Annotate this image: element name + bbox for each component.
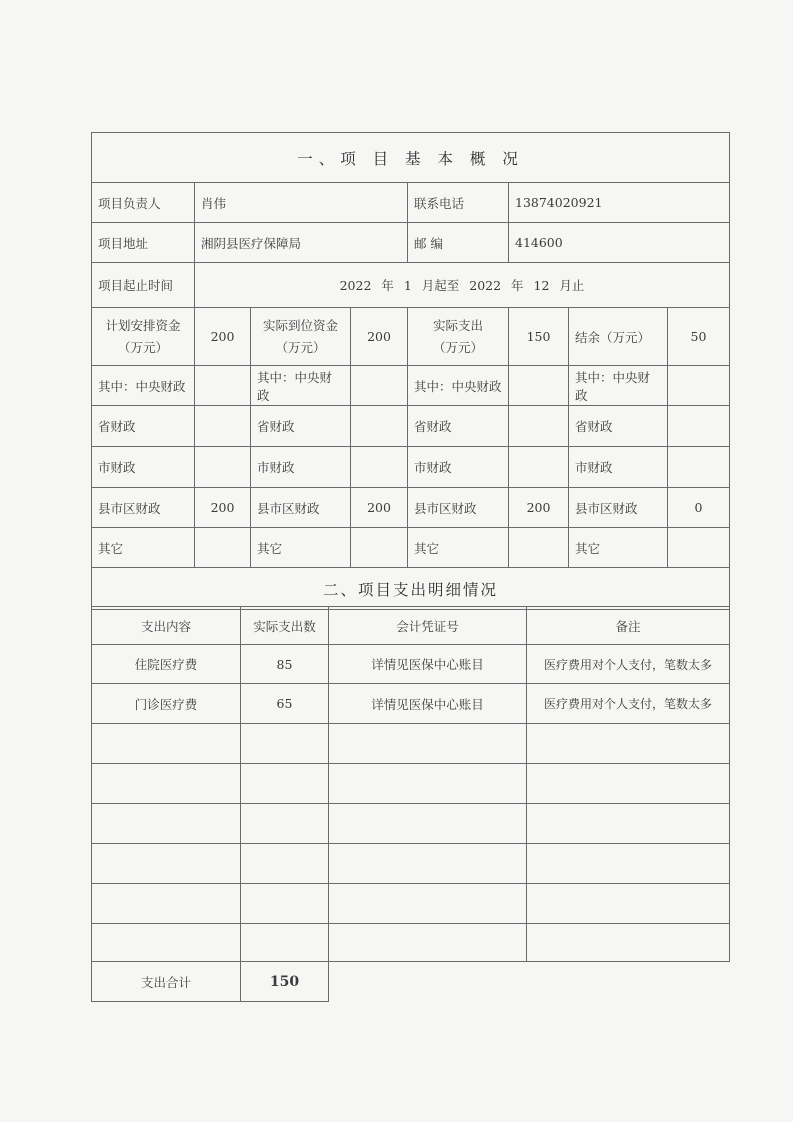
detail-header-content: 支出内容 [92,607,241,645]
fund-source-value [509,447,569,488]
postcode-label: 邮 编 [408,223,509,263]
detail-amount [241,884,329,924]
fund-source-label: 县市区财政 [569,488,668,528]
detail-voucher: 详情见医保中心账目 [329,645,527,684]
detail-voucher [329,724,527,764]
detail-content [92,764,241,804]
detail-remark [527,804,730,844]
fund-source-label: 县市区财政 [251,488,351,528]
detail-content [92,804,241,844]
detail-voucher [329,924,527,962]
detail-amount [241,804,329,844]
expense-detail-table [91,606,730,1002]
total-value: 150 [241,962,329,1002]
table-row [92,924,730,962]
leader-value: 肖伟 [195,183,408,223]
detail-amount [241,844,329,884]
planned-funds-label [92,308,195,366]
leader-label: 项目负责人 [92,183,195,223]
fund-source-value [668,447,730,488]
table-row [92,724,730,764]
detail-voucher: 详情见医保中心账目 [329,684,527,724]
fund-source-label: 其它 [251,528,351,568]
table-row [92,764,730,804]
table-row [92,645,730,684]
detail-voucher [329,764,527,804]
fund-source-label: 其它 [569,528,668,568]
fund-source-value [668,406,730,447]
detail-amount [241,764,329,804]
detail-content [92,884,241,924]
fund-source-value [195,406,251,447]
fund-source-label: 其中：中央财政 [251,366,351,406]
balance-value: 50 [668,308,730,366]
detail-amount: 85 [241,645,329,684]
received-funds-label-line1: 实际到位资金 [262,317,338,333]
fund-source-label: 省财政 [251,406,351,447]
fund-source-label: 市财政 [92,447,195,488]
fund-source-label: 其中：中央财政 [408,366,509,406]
fund-source-value [351,366,408,406]
fund-source-value [351,528,408,568]
detail-remark: 医疗费用对个人支付，笔数太多 [527,645,730,684]
detail-remark [527,764,730,804]
fund-source-value: 200 [351,488,408,528]
address-value: 湘阴县医疗保障局 [195,223,408,263]
fund-source-label: 其它 [408,528,509,568]
fund-source-label: 省财政 [569,406,668,447]
total-row [92,962,730,1002]
fund-source-label: 其它 [92,528,195,568]
planned-funds-label-line2: （万元） [117,339,168,355]
table-row [92,844,730,884]
fund-source-value [668,366,730,406]
fund-source-value [509,528,569,568]
detail-amount: 65 [241,684,329,724]
section1-title: 一、项 目 基 本 概 况 [92,133,730,183]
period-label: 项目起止时间 [92,263,195,308]
fund-source-label: 其中：中央财政 [92,366,195,406]
detail-amount [241,924,329,962]
detail-voucher [329,884,527,924]
fund-source-value [195,528,251,568]
fund-source-label: 市财政 [251,447,351,488]
detail-voucher [329,844,527,884]
table-row [92,684,730,724]
period-value: 2022 年 1 月起至 2022 年 12 月止 [195,263,730,308]
detail-remark [527,844,730,884]
table-row [92,804,730,844]
total-label: 支出合计 [92,962,241,1002]
postcode-value: 414600 [509,223,730,263]
actual-spend-label-line1: 实际支出 [432,317,483,333]
fund-source-label: 市财政 [569,447,668,488]
detail-remark [527,884,730,924]
planned-funds-value: 200 [195,308,251,366]
fund-source-value [351,406,408,447]
received-funds-label-line2: （万元） [275,339,326,355]
balance-label: 结余（万元） [569,308,668,366]
detail-content: 住院医疗费 [92,645,241,684]
actual-spend-value: 150 [509,308,569,366]
section2-title: 二、项目支出明细情况 [92,568,730,610]
detail-remark [527,924,730,962]
fund-source-label: 省财政 [92,406,195,447]
fund-source-value [195,447,251,488]
received-funds-label [251,308,351,366]
phone-label: 联系电话 [408,183,509,223]
fund-source-value: 200 [509,488,569,528]
planned-funds-label-line1: 计划安排资金 [105,317,181,333]
detail-remark: 医疗费用对个人支付，笔数太多 [527,684,730,724]
actual-spend-label [408,308,509,366]
detail-content: 门诊医疗费 [92,684,241,724]
fund-source-value [509,366,569,406]
detail-header-remark: 备注 [527,607,730,645]
total-remark-empty [527,962,730,1002]
fund-source-label: 省财政 [408,406,509,447]
detail-header-amount: 实际支出数 [241,607,329,645]
fund-source-value [668,528,730,568]
fund-source-value [195,366,251,406]
fund-source-value [509,406,569,447]
detail-remark [527,724,730,764]
total-voucher-empty [329,962,527,1002]
detail-content [92,844,241,884]
fund-source-label: 县市区财政 [408,488,509,528]
phone-value: 13874020921 [509,183,730,223]
fund-source-value: 0 [668,488,730,528]
fund-source-value: 200 [195,488,251,528]
fund-source-value [351,447,408,488]
address-label: 项目地址 [92,223,195,263]
fund-source-label: 县市区财政 [92,488,195,528]
project-overview-table [91,132,730,610]
table-row [92,884,730,924]
fund-source-label: 市财政 [408,447,509,488]
received-funds-value: 200 [351,308,408,366]
detail-amount [241,724,329,764]
detail-content [92,724,241,764]
detail-header-voucher: 会计凭证号 [329,607,527,645]
detail-voucher [329,804,527,844]
actual-spend-label-line2: （万元） [432,339,483,355]
fund-source-label: 其中：中央财政 [569,366,668,406]
detail-content [92,924,241,962]
